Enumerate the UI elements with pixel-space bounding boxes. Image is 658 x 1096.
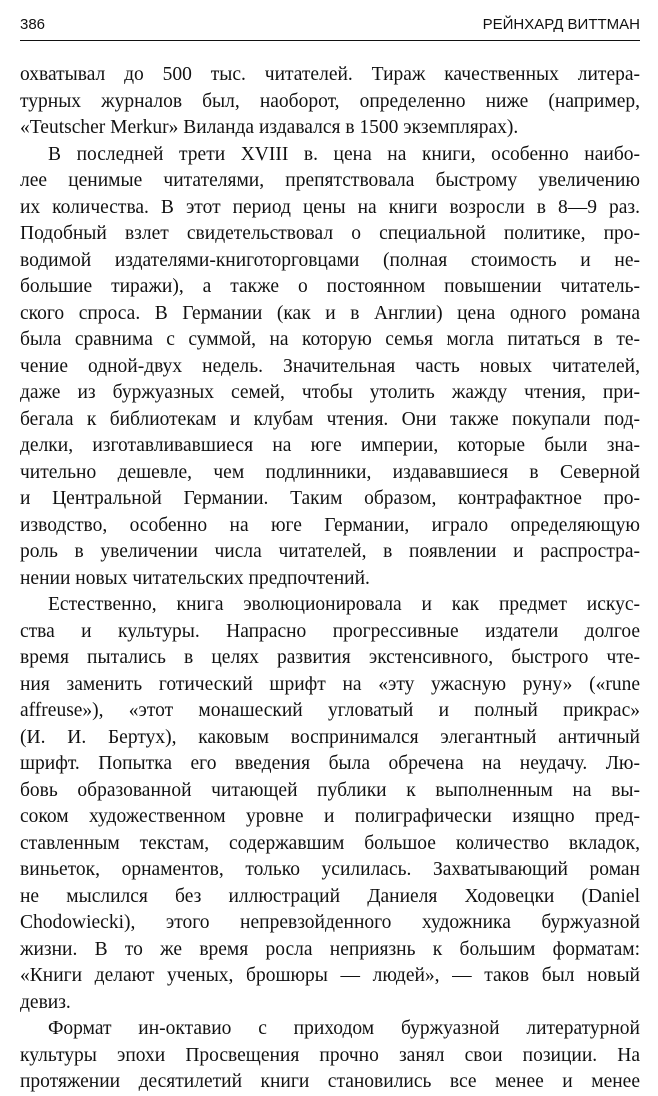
text-line: изводство, особенно на юге Германии, играло определяющую [20,514,640,536]
text-line: время пытались в целях развития экстенсивного, быстрого чте- [20,647,640,668]
text-line: В последней трети XVIII в. цена на книги, особенно наибо- [48,143,640,165]
text-line: была сравнима с суммой, на которую семья могла питаться в те- [20,329,640,350]
text-line: большие тиражи), а также о постоянном повышении читатель- [20,276,640,297]
text-line: соком художественном уровне и полиграфически изящно пред- [20,806,640,827]
text-line: виньеток, орнаментов, только усилилась. Захватывающий роман [20,859,640,880]
text-line: «Teutscher Merkur» Виланда издавался в 1500 экземплярах). [20,117,519,138]
text-line: Естественно, книга эволюционировала и как предмет искус- [48,594,640,615]
text-line: их количества. В этот период цены на книги возросли в 8—9 раз. [20,196,640,218]
text-line: девиз. [20,991,71,1013]
text-line: даже из буржуазных семей, чтобы утолить жажду чтения, при- [20,382,640,403]
text-line: бовь образованной читающей публики к выполненным на вы- [20,779,640,801]
text-line: чение одной-двух недель. Значительная часть новых читателей, [20,355,640,377]
text-line: ского спроса. В Германии (как и в Англии) цена одного романа [20,302,640,324]
text-line: и Центральной Германии. Таким образом, контрафактное про- [20,488,640,509]
text-line: турных журналов был, наоборот, определенно ниже (например, [20,90,640,112]
page-header [20,10,640,41]
text-line: делки, изготавливавшиеся на юге империи, которые были зна- [20,435,640,456]
text-line: бегала к библиотекам и клубам чтения. Они также покупали под- [20,408,640,430]
text-line: affreuse»), «этот монашеский угловатый и полный прикрас» [20,700,640,721]
text-line: Chodowiecki), этого непревзойденного художника буржуазной [20,912,640,933]
text-line: ства и культуры. Напрасно прогрессивные издатели долгое [20,620,640,642]
text-line: культуры эпохи Просвещения прочно занял свои позиции. На [20,1044,640,1066]
text-line: водимой издателями-книготорговцами (полная стоимость и не- [20,249,640,271]
text-line: Формат ин-октавио с приходом буржуазной литературной [48,1018,640,1039]
text-line: Подобный взлет свидетельствовал о специальной политике, про- [20,223,640,244]
text-line: роль в увеличении числа читателей, в появлении и распростра- [20,541,640,562]
text-line: ставленным текстам, содержавшим большое количество вкладок, [20,832,640,854]
running-head: РЕЙНХАРД ВИТТМАН [482,16,640,33]
text-line: нении новых читательских предпочтений. [20,567,370,589]
text-line: жизни. В то же время росла неприязнь к большим форматам: [20,938,640,960]
text-line: «Книги делают ученых, брошюры — людей», — таков был новый [20,965,640,986]
page-number: 386 [20,16,46,33]
body-text [20,62,640,1096]
text-line: ния заменить готический шрифт на «эту ужасную руну» («rune [20,673,640,695]
text-line: шрифт. Попытка его введения была обречена на неудачу. Лю- [20,753,640,774]
text-line: чительно дешевле, чем подлинники, издававшиеся в Северной [20,461,640,483]
text-line: лее ценимые читателями, препятствовала быстрому увеличению [20,170,640,191]
text-line: не мыслился без иллюстраций Даниеля Ходовецки (Daniel [20,885,640,907]
text-line: протяжении десятилетий книги становились все менее и менее [20,1071,640,1092]
text-line: (И. И. Бертух), каковым воспринимался элегантный античный [20,726,640,748]
text-line: охватывал до 500 тыс. читателей. Тираж качественных литера- [20,64,640,85]
